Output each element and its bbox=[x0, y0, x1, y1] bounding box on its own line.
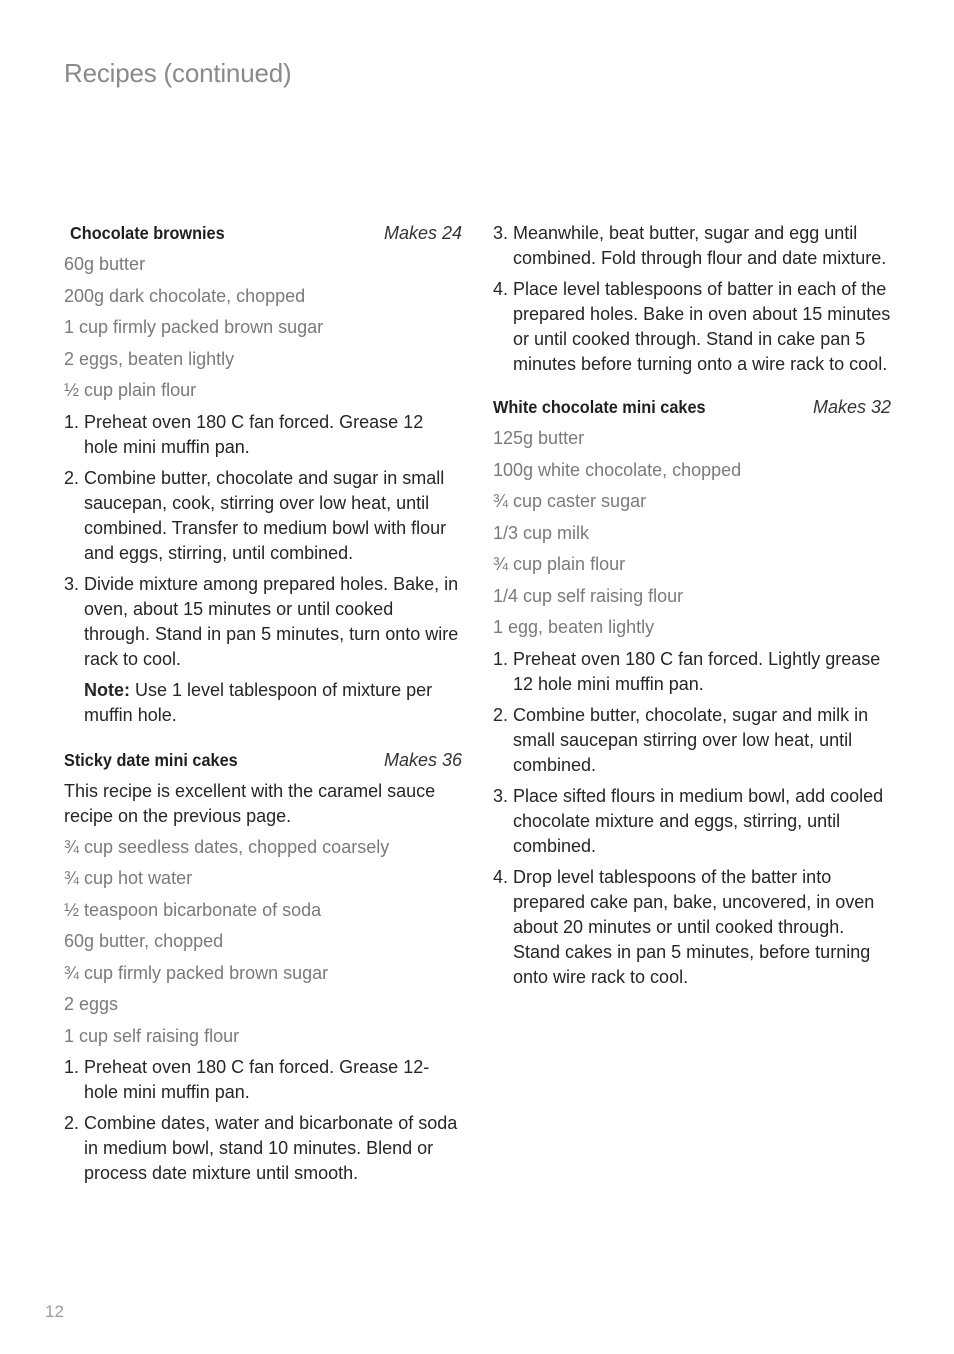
ingredient-item: 2 eggs, beaten lightly bbox=[64, 348, 235, 369]
ingredient-item: 1 cup firmly packed brown sugar bbox=[64, 317, 324, 337]
ingredient-item: 60g butter bbox=[64, 254, 146, 274]
step-text: Combine dates, water and bicarbonate of soda in medium bowl, stand 10 minutes. Blend or process date mixture until smooth. bbox=[84, 1113, 458, 1183]
left-column bbox=[64, 221, 462, 1192]
step-list-sticky-date-part2 bbox=[493, 221, 891, 377]
step-text: Combine butter, chocolate and sugar in small saucepan, cook, stirring over low heat, until combined. Transfer to medium bowl with flour and eggs, stirring, until combined. bbox=[84, 467, 447, 563]
recipe-yield-brownies: Makes 24 bbox=[383, 223, 462, 243]
method-step bbox=[64, 410, 462, 460]
recipe-note-brownies bbox=[64, 678, 462, 728]
recipe-header-white-choc bbox=[493, 395, 891, 420]
recipe-yield-white-choc: Makes 32 bbox=[812, 397, 891, 417]
method-step bbox=[64, 572, 462, 672]
step-number: 3. bbox=[493, 785, 509, 806]
step-number: 1. bbox=[493, 648, 509, 669]
method-step bbox=[64, 1055, 462, 1105]
ingredient-item: ½ teaspoon bicarbonate of soda bbox=[64, 899, 322, 920]
note-text: Use 1 level tablespoon of mixture per muffin hole. bbox=[84, 679, 433, 725]
step-text: Preheat oven 180 C fan forced. Grease 12 hole mini muffin pan. bbox=[84, 411, 424, 457]
recipe-title-sticky-date: Sticky date mini cakes bbox=[64, 749, 238, 770]
ingredient-item: ¾ cup seedless dates, chopped coarsely bbox=[64, 836, 390, 857]
note-label: Note: bbox=[84, 679, 130, 700]
step-number: 4. bbox=[493, 279, 509, 299]
step-text: Place sifted flours in medium bowl, add cooled chocolate mixture and eggs, stirring, until combined. bbox=[513, 785, 884, 856]
step-number: 3. bbox=[493, 223, 509, 243]
ingredient-item: 2 eggs bbox=[64, 994, 119, 1014]
ingredient-item: ½ cup plain flour bbox=[64, 380, 197, 400]
step-text: Place level tablespoons of batter in each of the prepared holes. Bake in oven about 15 minutes or until cooked through. Stand in cake pan 5 minutes before turning onto a wire rack to cool. bbox=[513, 279, 891, 374]
step-text: Combine butter, chocolate, sugar and milk in small saucepan stirring over low heat, until combined. bbox=[513, 704, 869, 775]
step-text: Divide mixture among prepared holes. Bake, in oven, about 15 minutes or until cooked through. Stand in pan 5 minutes, turn onto wire rack to cool. bbox=[84, 573, 459, 669]
ingredient-item: 1/4 cup self raising flour bbox=[493, 585, 684, 606]
step-number: 2. bbox=[64, 467, 80, 488]
ingredient-item: 125g butter bbox=[493, 428, 585, 448]
ingredient-item: 1 cup self raising flour bbox=[64, 1025, 240, 1046]
method-step bbox=[64, 1111, 462, 1186]
ingredient-list-white-choc bbox=[493, 426, 891, 640]
ingredient-item: ¾ cup caster sugar bbox=[493, 491, 647, 511]
step-number: 1. bbox=[64, 411, 80, 432]
step-list-white-choc bbox=[493, 647, 891, 990]
step-number: 4. bbox=[493, 866, 509, 887]
page-title: Recipes (continued) bbox=[64, 58, 292, 88]
method-step bbox=[64, 466, 462, 566]
ingredient-item: 60g butter, chopped bbox=[64, 931, 224, 951]
recipe-title-white-choc: White chocolate mini cakes bbox=[493, 397, 706, 417]
ingredient-item: 100g white chocolate, chopped bbox=[493, 459, 742, 480]
step-text: Preheat oven 180 C fan forced. Grease 12-hole mini muffin pan. bbox=[84, 1057, 430, 1102]
step-list-sticky-date-part1 bbox=[64, 1055, 462, 1186]
ingredient-item: 200g dark chocolate, chopped bbox=[64, 285, 306, 306]
step-list-brownies bbox=[64, 410, 462, 672]
step-number: 2. bbox=[64, 1113, 80, 1133]
step-number: 2. bbox=[493, 704, 509, 725]
ingredient-list-brownies bbox=[64, 252, 462, 403]
method-step bbox=[493, 703, 891, 778]
step-text: Drop level tablespoons of the batter into prepared cake pan, bake, uncovered, in oven about 20 minutes or until cooked through. Stand cakes in pan 5 minutes, before turning onto wire rack to cool. bbox=[513, 866, 875, 987]
page-number: 12 bbox=[45, 1302, 64, 1321]
step-text: Preheat oven 180 C fan forced. Lightly grease 12 hole mini muffin pan. bbox=[513, 648, 881, 694]
ingredient-item: ¾ cup plain flour bbox=[493, 554, 626, 574]
ingredient-item: 1/3 cup milk bbox=[493, 522, 590, 543]
step-text: Meanwhile, beat butter, sugar and egg until combined. Fold through flour and date mixture. bbox=[513, 223, 887, 268]
step-number: 3. bbox=[64, 573, 80, 594]
ingredient-item: ¾ cup firmly packed brown sugar bbox=[64, 962, 329, 983]
method-step bbox=[493, 277, 891, 377]
method-step bbox=[493, 784, 891, 859]
ingredient-list-sticky-date bbox=[64, 835, 462, 1049]
ingredient-item: ¾ cup hot water bbox=[64, 868, 193, 888]
method-step bbox=[493, 865, 891, 990]
step-number: 1. bbox=[64, 1057, 80, 1077]
recipe-intro-sticky-date: This recipe is excellent with the caramel sauce recipe on the previous page. bbox=[64, 780, 436, 826]
recipe-yield-sticky-date: Makes 36 bbox=[383, 749, 462, 770]
method-step bbox=[493, 647, 891, 697]
recipe-header-sticky-date bbox=[64, 748, 462, 773]
ingredient-item: 1 egg, beaten lightly bbox=[493, 617, 655, 637]
recipe-header-brownies bbox=[64, 221, 462, 246]
recipe-title-brownies: Chocolate brownies bbox=[70, 223, 225, 243]
method-step bbox=[493, 221, 891, 271]
right-column bbox=[493, 221, 891, 996]
